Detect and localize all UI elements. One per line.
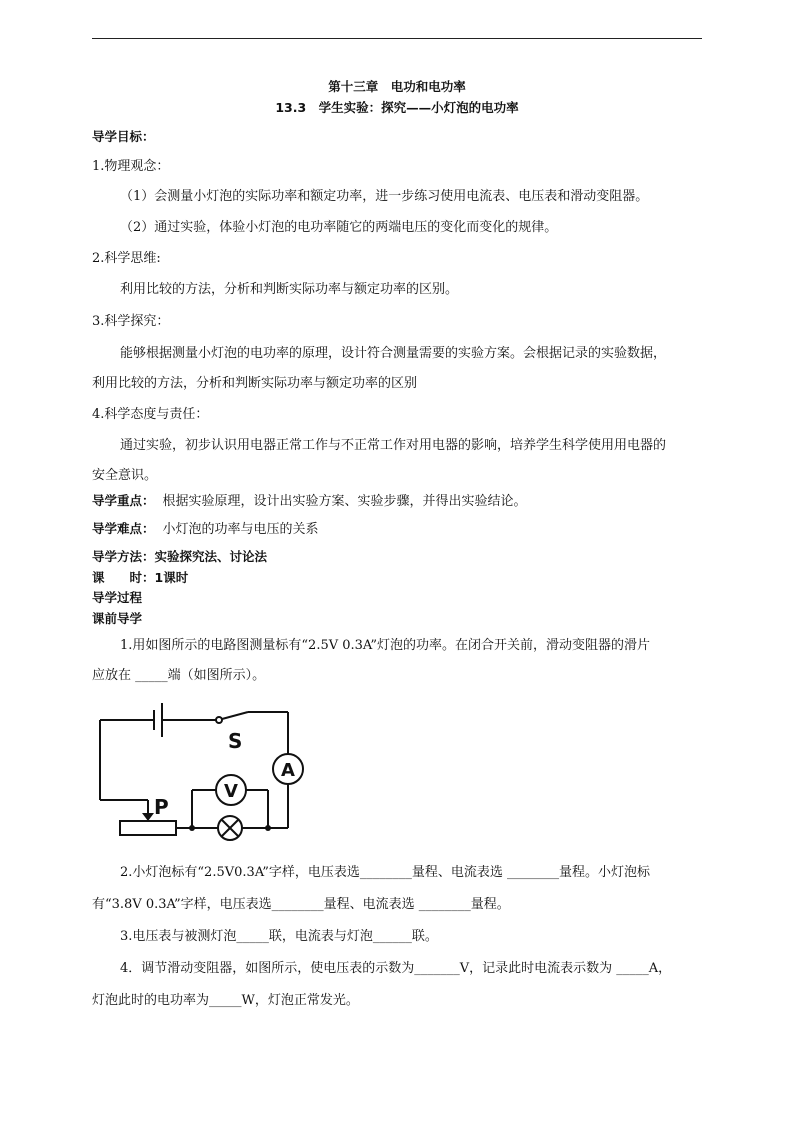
question-2-line-2: 有“3.8V 0.3A”字样，电压表选________量程、电流表选 ________量程。 xyxy=(92,897,510,912)
question-1-line-2: 应放在 _____端（如图所示）。 xyxy=(92,668,266,683)
goal-3-text-1: 能够根据测量小灯泡的电功率的原理，设计符合测量需要的实验方案。会根据记录的实验数据， xyxy=(120,346,667,361)
question-4-line-1: 4．调节滑动变阻器，如图所示，使电压表的示数为_______V，记录此时电流表示数为 _____A， xyxy=(120,961,672,976)
difficulty-label: 导学难点： xyxy=(92,521,155,536)
header-rule xyxy=(92,38,702,39)
method-line: 导学方法：实验探究法、讨论法 xyxy=(92,549,268,564)
process-heading: 导学过程 xyxy=(92,590,143,605)
chapter-title: 第十三章 电功和电功率 xyxy=(328,79,466,94)
junction-left xyxy=(189,825,195,831)
question-3: 3.电压表与被测灯泡_____联，电流表与灯泡______联。 xyxy=(120,929,438,944)
section-title: 13.3 学生实验：探究——小灯泡的电功率 xyxy=(275,100,519,115)
goal-2-text: 利用比较的方法，分析和判断实际功率与额定功率的区别。 xyxy=(120,282,459,297)
ammeter-label: A xyxy=(281,760,295,781)
question-2-line-1: 2.小灯泡标有“2.5V0.3A”字样，电压表选________量程、电流表选 ________量程。小灯泡标 xyxy=(120,865,651,880)
goal-2-title: 2.科学思维: xyxy=(92,251,161,266)
slider-arrow-icon xyxy=(142,813,154,821)
pre-class-heading: 课前导学 xyxy=(92,611,143,626)
goal-3-title: 3.科学探究： xyxy=(92,314,170,329)
switch-blade xyxy=(222,712,248,719)
question-1-line-1: 1.用如图所示的电路图测量标有“2.5V 0.3A”灯泡的功率。在闭合开关前，滑动变阻器的滑片 xyxy=(120,638,651,653)
goal-1-title: 1.物理观念： xyxy=(92,159,170,174)
rheostat-body xyxy=(120,821,176,835)
hours-line: 课 时：1课时 xyxy=(92,570,189,585)
goal-4-text-2: 安全意识。 xyxy=(92,468,158,483)
slider-label: P xyxy=(154,795,169,819)
focus-label: 导学重点： xyxy=(92,493,155,508)
switch-label: S xyxy=(228,729,243,753)
voltmeter-label: V xyxy=(224,781,238,802)
junction-right xyxy=(265,825,271,831)
goals-heading: 导学目标： xyxy=(92,129,155,144)
switch-contact-left xyxy=(216,717,222,723)
goal-4-title: 4.科学态度与责任： xyxy=(92,407,209,422)
difficulty-row xyxy=(92,520,319,539)
goal-1-item-1: （1）会测量小灯泡的实际功率和额定功率，进一步练习使用电流表、电压表和滑动变阻器。 xyxy=(120,189,649,204)
goal-4-text-1: 通过实验，初步认识用电器正常工作与不正常工作对用电器的影响，培养学生科学使用用电器的 xyxy=(120,438,667,453)
question-4-line-2: 灯泡此时的电功率为_____W，灯泡正常发光。 xyxy=(92,993,359,1008)
goal-1-item-2: （2）通过实验，体验小灯泡的电功率随它的两端电压的变化而变化的规律。 xyxy=(120,220,558,235)
difficulty-text: 小灯泡的功率与电压的关系 xyxy=(162,522,319,537)
focus-text: 根据实验原理，设计出实验方案、实验步骤，并得出实验结论。 xyxy=(162,494,527,509)
circuit-diagram xyxy=(92,700,322,850)
focus-row xyxy=(92,492,527,511)
goal-3-text-2: 利用比较的方法，分析和判断实际功率与额定功率的区别 xyxy=(92,376,418,391)
